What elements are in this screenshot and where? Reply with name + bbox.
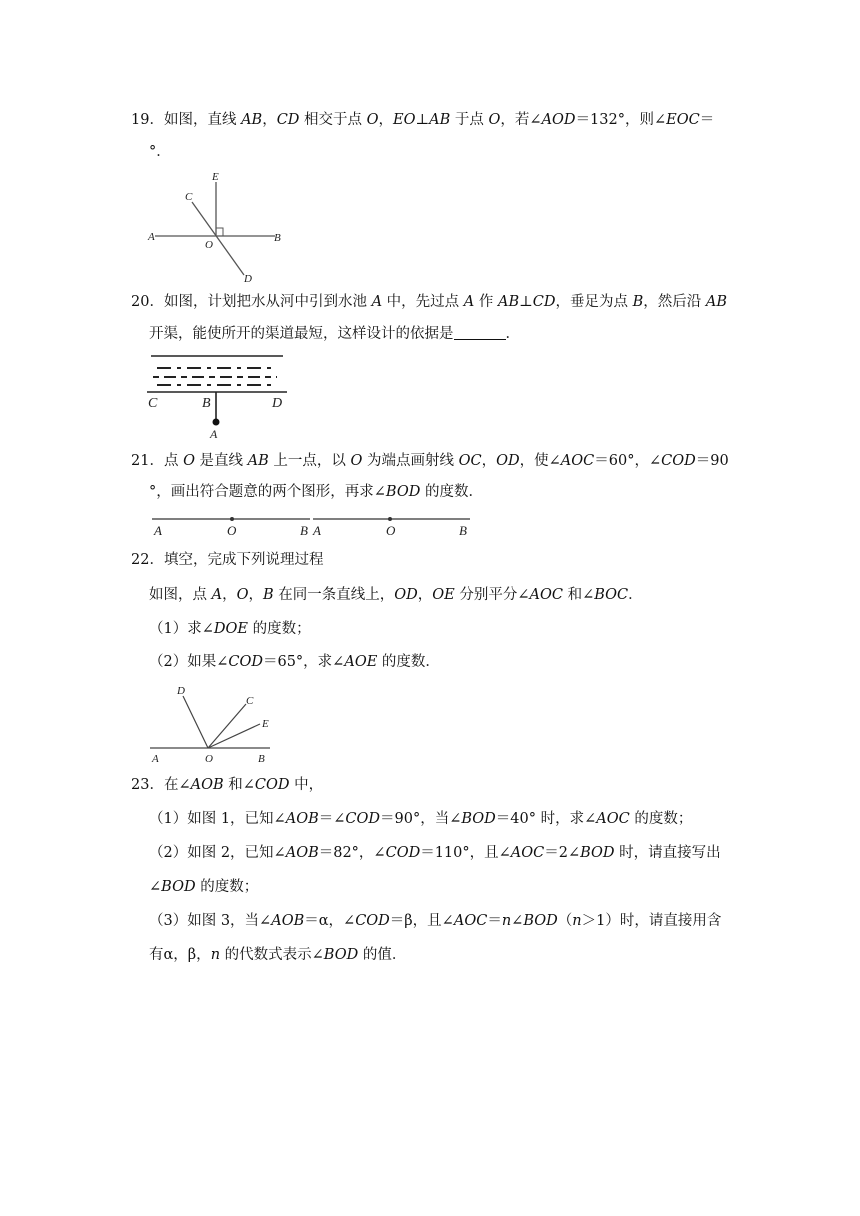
q22-label-B: B: [258, 753, 265, 765]
q22-line1: 22．填空，完成下列说理过程: [131, 552, 324, 568]
q23-line1: 23．在∠AOB 和∠COD 中，: [131, 777, 324, 793]
q20-label-C: C: [148, 396, 158, 411]
q21-line2: °，画出符合题意的两个图形，再求∠BOD 的度数．: [149, 484, 483, 500]
q22-number: 22．: [131, 552, 164, 568]
q20-line2: 开渠，能使所开的渠道最短，这样设计的依据是 ．: [149, 326, 520, 342]
q20-figure: [145, 352, 295, 442]
q20-label-A: A: [210, 427, 218, 441]
q23-part3-cont: 有α，β，n 的代数式表示∠BOD 的值．: [149, 947, 407, 963]
q22-figure: [148, 682, 288, 766]
q21-fig2-label-O: O: [386, 523, 396, 538]
q23-part2-cont: ∠BOD 的度数；: [149, 879, 259, 895]
q22-line2: 如图，点 A，O，B 在同一条直线上，OD，OE 分别平分∠AOC 和∠BOC．: [149, 587, 643, 603]
q21-fig2-label-B: B: [459, 523, 467, 538]
q21-fig2-label-A: A: [313, 523, 321, 538]
q19-label-E: E: [212, 171, 219, 183]
q22-label-A: A: [152, 753, 159, 765]
q22-label-D: D: [177, 685, 185, 697]
q21-fig1-label-O: O: [227, 523, 237, 538]
q23-number: 23．: [131, 777, 164, 793]
q23-part2: （2）如图 2，已知∠AOB＝82°，∠COD＝110°，且∠AOC＝2∠BOD 时，请直接写出: [149, 845, 721, 861]
q21-figure: [150, 514, 480, 540]
q19-label-A: A: [148, 231, 155, 243]
q19-number: 19．: [131, 112, 164, 128]
q23-part3: （3）如图 3，当∠AOB＝α，∠COD＝β，且∠AOC＝n∠BOD（n＞1）时，请直接用含: [149, 913, 722, 929]
q21-number: 21．: [131, 453, 164, 469]
q22-part1: （1）求∠DOE 的度数；: [149, 621, 311, 637]
q20-answer-blank[interactable]: [454, 325, 506, 340]
q22-label-E: E: [262, 718, 269, 730]
q21-fig1-label-A: A: [154, 523, 162, 538]
q23-part1: （1）如图 1，已知∠AOB＝∠COD＝90°，当∠BOD＝40° 时，求∠AOC 的度数；: [149, 811, 693, 827]
q22-part2: （2）如果∠COD＝65°，求∠AOE 的度数．: [149, 654, 440, 670]
q19-line1: 19．如图，直线 AB，CD 相交于点 O，EO⊥AB 于点 O，若∠AOD＝132°，则∠EOC＝: [131, 112, 715, 128]
q19-label-D: D: [244, 273, 252, 285]
q20-label-B: B: [202, 396, 211, 411]
q22-label-C: C: [246, 695, 254, 707]
q20-line1: 20．如图，计划把水从河中引到水池 A 中，先过点 A 作 AB⊥CD，垂足为点 B，然后沿 AB: [131, 294, 727, 310]
q19-label-O: O: [205, 239, 213, 251]
q21-fig1-label-B: B: [300, 523, 308, 538]
q19-figure: [145, 170, 295, 285]
q19-line2: °．: [149, 144, 171, 160]
q22-label-O: O: [205, 753, 213, 765]
q19-label-C: C: [185, 191, 193, 203]
q20-number: 20．: [131, 294, 164, 310]
q19-label-B: B: [274, 232, 281, 244]
q20-label-D: D: [272, 396, 283, 411]
q21-line1: 21．点 O 是直线 AB 上一点，以 O 为端点画射线 OC，OD，使∠AOC＝60°，∠COD＝90: [131, 453, 729, 469]
